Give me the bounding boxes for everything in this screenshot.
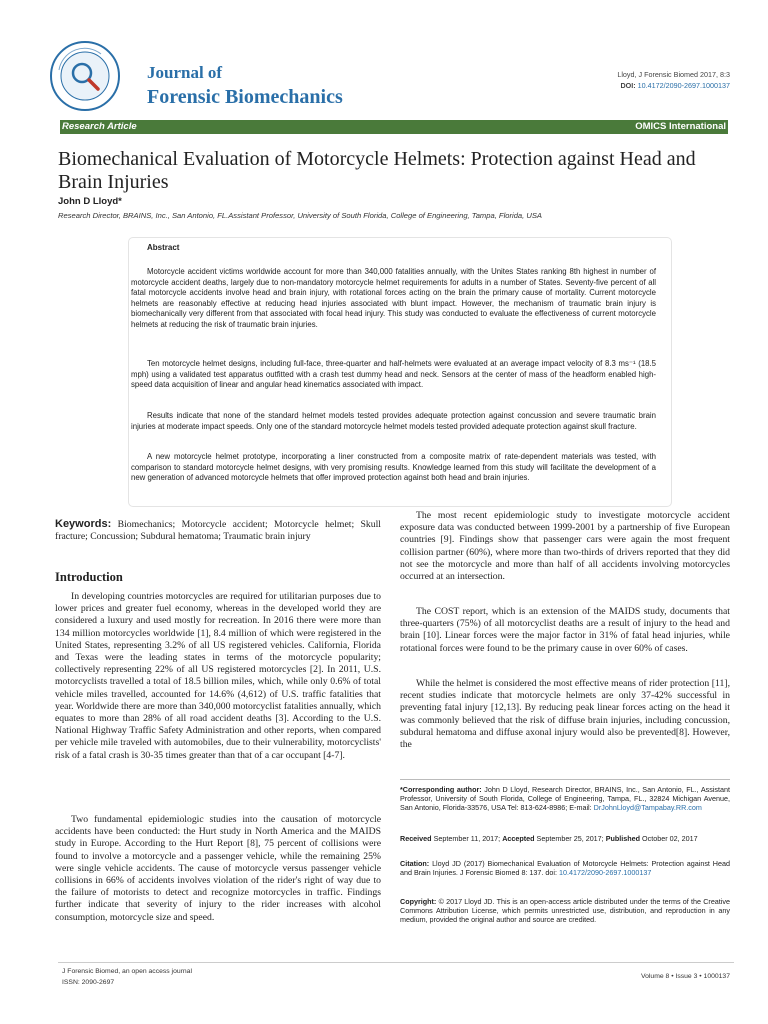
abstract-paragraph: Results indicate that none of the standard helmet models tested provides adequate protection against concussion and severe traumatic brain injuries at moderate impact speeds. Only one of the standard motorcycle helmet models tested provided adequate protection against skull fracture. bbox=[131, 411, 656, 431]
author-affiliation: Research Director, BRAINS, Inc., San Antonio, FL.Assistant Professor, University of South Florida, College of Engineering, Tampa, Florida, USA bbox=[58, 211, 542, 220]
abstract-paragraph: Motorcycle accident victims worldwide account for more than 340,000 fatalities annually, with the Unites States ranking 8th highest in number of motorcycle accident deaths, largely due to non-mandatory motorcycle helmet requirements for adults in a number of States. Seventy-five percent of all fatal motorcycle accidents involve head and brain injury, with rotational forces acting on the brain the primary cause of mortality. Current motorcycle helmets are reasonably effective at reducing head injuries associated with blunt impact. However, the mechanism of traumatic brain injury is biomechanically very different from that associated with focal head injury. This study was conducted to evaluate the effectiveness of current motorcycle helmets at reducing the risk of traumatic brain injuries. bbox=[131, 267, 656, 329]
header-citation: Lloyd, J Forensic Biomed 2017, 8:3 bbox=[617, 70, 730, 79]
author-name: John D Lloyd* bbox=[58, 196, 122, 207]
received-date: September 11, 2017; bbox=[433, 834, 501, 843]
keywords-text: Biomechanics; Motorcycle accident; Motorcycle helmet; Skull fracture; Concussion; Subdural hematoma; Traumatic brain injury bbox=[55, 519, 381, 543]
dates-note bbox=[400, 834, 730, 843]
body-paragraph: The COST report, which is an extension of the MAIDS study, documents that three-quarters (75%) of all motorcyclist deaths are a result of injury to the head and brain [10]. Linear forces were the major factor in 31% of fatal head injuries, while rotational forces were found to be the primary cause in over 60% of cases. bbox=[400, 606, 730, 654]
published-label: Published bbox=[605, 834, 641, 843]
copyright-label: Copyright: bbox=[400, 897, 437, 906]
corresponding-author-note bbox=[400, 785, 730, 813]
abstract-heading: Abstract bbox=[147, 243, 180, 252]
published-date: October 02, 2017 bbox=[642, 834, 698, 843]
corresponding-text: John D Lloyd, Research Director, BRAINS, Inc., San Antonio, FL., Assistant Professor, University of South Florida, College of Engineering, Tampa, FL., 32824 Michigan Avenue, San Antonio, Florida-33576, USA Tel: 813-624-8986; E-mail: bbox=[400, 785, 731, 813]
copyright-note bbox=[400, 897, 730, 925]
footer-journal-line: J Forensic Biomed, an open access journal bbox=[62, 968, 192, 975]
corresponding-label: *Corresponding author: bbox=[400, 785, 482, 794]
accepted-date: September 25, 2017; bbox=[536, 834, 604, 843]
footer-issn: ISSN: 2090-2697 bbox=[62, 979, 115, 986]
footer-divider bbox=[58, 962, 734, 963]
abstract-paragraph: A new motorcycle helmet prototype, incorporating a liner constructed from a composite matrix of rate-dependent materials was tested, with comparison to standard motorcycle helmet designs, with very promising results. Knowledge learned from this study will facilitate the development of a new generation of advanced motorcycle helmets that offer improved protection against both head and brain injuries. bbox=[131, 452, 656, 483]
doi-label: DOI: bbox=[620, 81, 636, 90]
article-type-label: Research Article bbox=[62, 121, 137, 132]
keywords bbox=[55, 518, 381, 543]
keywords-label: Keywords: bbox=[55, 518, 112, 530]
body-paragraph: In developing countries motorcycles are required for utilitarian purposes due to lower prices and greater fuel economy, whereas in the developed world they are considered a luxury and used mostly for recreation. In 2016 there were more than 134 million motorcycles worldwide [1], 8.4 million of which were registered in the United States, representing 3.2% of all US registered vehicles. California, Florida and Texas were the leading states in terms of the motorcycle popularity; collectively representing 22% of all US registered motorcycles [2]. In 2011, U.S. motorcyclists travelled a total of 18.5 billion miles, which, while only 0.6% of total vehicle miles travelled, accounted for 14.6% (4,612) of U.S. traffic fatalities that year. Worldwide there are more than 340,000 motorcyclist fatalities annually, which equates to more than 28% of all road accident deaths [3]. According to the U.S. National Highway Traffic Safety Administration and other reports, when compared per vehicle mile traveled with automobiles, due to their vulnerability, motorcyclists' risk of a fatal crash is 30-35 times greater than that of a car occupant [4-7]. bbox=[55, 591, 381, 761]
publisher-label: OMICS International bbox=[635, 121, 726, 132]
copyright-text: © 2017 Lloyd JD. This is an open-access article distributed under the terms of the Creative Commons Attribution License, which permits unrestricted use, distribution, and reproduction in any medium, provided the original author and source are credited. bbox=[400, 897, 730, 925]
body-paragraph: While the helmet is considered the most effective means of rider protection [11], recent studies indicate that motorcycle helmets are only 37-42% successful in preventing fatal injury [12,13]. By reducing peak linear forces acting on the head it was commonly believed that the risk of diffuse brain injuries, including concussion, subdural hematoma and diffuse axonal injury would also be prevented[8]. However, the bbox=[400, 678, 730, 751]
doi-link[interactable]: 10.4172/2090-2697.1000137 bbox=[637, 81, 730, 90]
abstract-paragraph: Ten motorcycle helmet designs, including full-face, three-quarter and half-helmets were evaluated at an average impact velocity of 8.3 ms⁻¹ (18.5 mph) using a validated test apparatus outfitted with a crash test dummy head and neck. Sensors at the center of mass of the headform enabled high-speed data acquisition of linear and angular head kinematics associated with impact. bbox=[131, 359, 656, 390]
article-type-bar bbox=[60, 120, 728, 134]
citation-text: Lloyd JD (2017) Biomechanical Evaluation of Motorcycle Helmets: Protection against Head and Brain Injuries. J Forensic Biomed 8: 137. doi: bbox=[400, 859, 730, 878]
accepted-label: Accepted bbox=[502, 834, 535, 843]
footnote-divider bbox=[400, 779, 730, 780]
body-paragraph: Two fundamental epidemiologic studies into the causation of motorcycle accidents have been conducted: the Hurt study in North America and the MAIDS study in Europe. According to the Hurt Report [8], 75 percent of collisions were found to involve a motorcycle and a passenger vehicle, while the remaining 25% were single vehicle accidents. The cause of motorcycle versus passenger vehicle collisions in 66% of accidents involves violation of the rider's right of way due to the failure of motorists to detect and recognize motorcycles in traffic. Findings further indicate that severity of injury to the rider increases with alcohol consumption, motorcycle size and speed. bbox=[55, 814, 381, 923]
citation-doi-link[interactable]: 10.4172/2090-2697.1000137 bbox=[559, 868, 652, 878]
section-heading-introduction: Introduction bbox=[55, 570, 123, 584]
journal-of-label: Journal of bbox=[147, 63, 223, 82]
author-email-link[interactable]: DrJohnLloyd@Tampabay.RR.com bbox=[593, 803, 702, 813]
journal-logo bbox=[49, 40, 121, 112]
body-paragraph: The most recent epidemiologic study to investigate motorcycle accident exposure data was conducted between 1999-2001 by a partnership of five European countries [9]. Findings show that passenger cars were again the most frequent collision partner (60%), where more than two-thirds of drivers reported that they did not see the motorcycle and more than half of all accidents involving motorcycles occurred at an intersection. bbox=[400, 510, 730, 583]
journal-name: Forensic Biomechanics bbox=[147, 86, 343, 108]
citation-label: Citation: bbox=[400, 859, 430, 868]
received-label: Received bbox=[400, 834, 432, 843]
article-title: Biomechanical Evaluation of Motorcycle Helmets: Protection against Head and Brain Injuries bbox=[58, 148, 696, 193]
footer-volume: Volume 8 • Issue 3 • 1000137 bbox=[640, 973, 730, 980]
citation-note bbox=[400, 859, 730, 877]
header-doi bbox=[620, 81, 730, 90]
